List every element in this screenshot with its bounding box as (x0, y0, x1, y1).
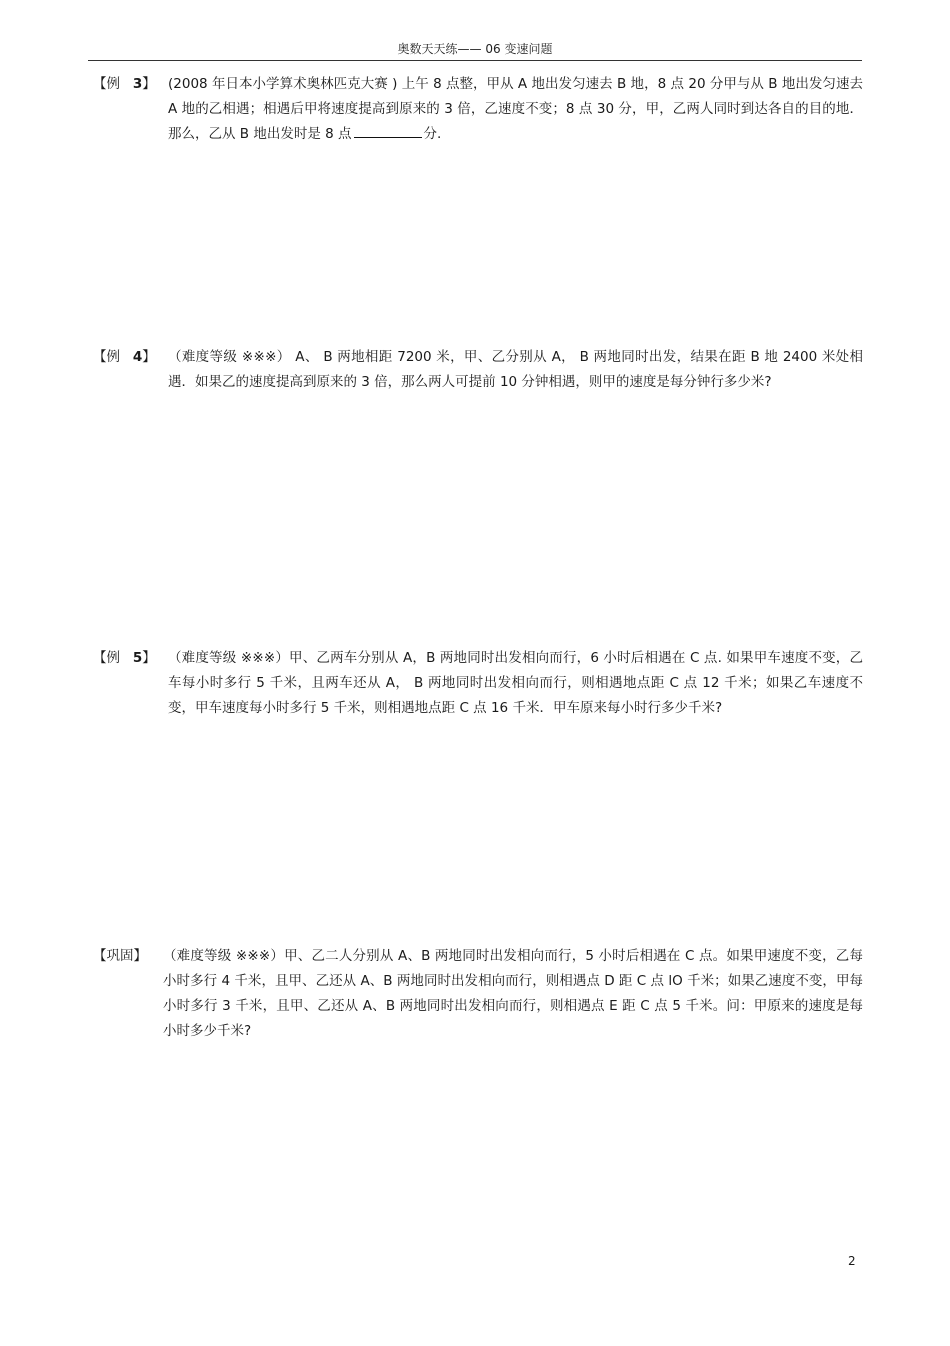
answer-blank (354, 123, 422, 138)
example-5 (93, 646, 863, 721)
example-4-text: （难度等级 ※※※） A、 B 两地相距 7200 米，甲、乙分别从 A， B 两地同时出发，结果在距 B 地 2400 米处相遇．如果乙的速度提高到原来的 3 倍，那么两人可提前 10 分钟相遇，则甲的速度是每分钟行多少米? (168, 349, 863, 390)
example-3 (93, 72, 863, 147)
header-title: 奥数天天练—— 06 变速问题 (397, 42, 553, 56)
consolidation-label: 【巩固】 (93, 948, 147, 964)
example-5-text: （难度等级 ※※※）甲、乙两车分别从 A，B 两地同时出发相向而行，6 小时后相遇在 C 点. 如果甲车速度不变，乙车每小时多行 5 千米，且两车还从 A， B 两地同时出发相向而行，则相遇地点距 C 点 12 千米；如果乙车速度不变，甲车速度每小时多行 5 千米，则相遇地点距 C 点 16 千米．甲车原来每小时行多少千米? (168, 650, 863, 716)
example-3-label: 【例 3】 (93, 76, 156, 92)
example-5-label: 【例 5】 (93, 650, 156, 666)
consolidation-text: （难度等级 ※※※）甲、乙二人分别从 A、B 两地同时出发相向而行，5 小时后相遇在 C 点。如果甲速度不变，乙每小时多行 4 千米，且甲、乙还从 A、B 两地同时出发相向而行，则相遇点 D 距 C 点 lO 千米；如果乙速度不变，甲每小时多行 3 千米，且甲、乙还从 A、B 两地同时出发相向而行，则相遇点 E 距 C 点 5 千米。问：甲原来的速度是每小时多少千米? (163, 948, 863, 1039)
page-number: 2 (848, 1254, 856, 1268)
example-4-label: 【例 4】 (93, 349, 156, 365)
page-header (0, 40, 950, 57)
example-3-text: (2008 年日本小学算术奥林匹克大赛 ) 上午 8 点整，甲从 A 地出发匀速去 B 地，8 点 20 分甲与从 B 地出发匀速去 A 地的乙相遇；相遇后甲将速度提高到原来的 3 倍，乙速度不变；8 点 30 分，甲，乙两人同时到达各自的目的地．那么，乙从 B 地出发时是 8 点 分. (168, 76, 863, 142)
header-rule (88, 60, 862, 61)
example-4 (93, 345, 863, 395)
consolidation-exercise (93, 944, 863, 1044)
